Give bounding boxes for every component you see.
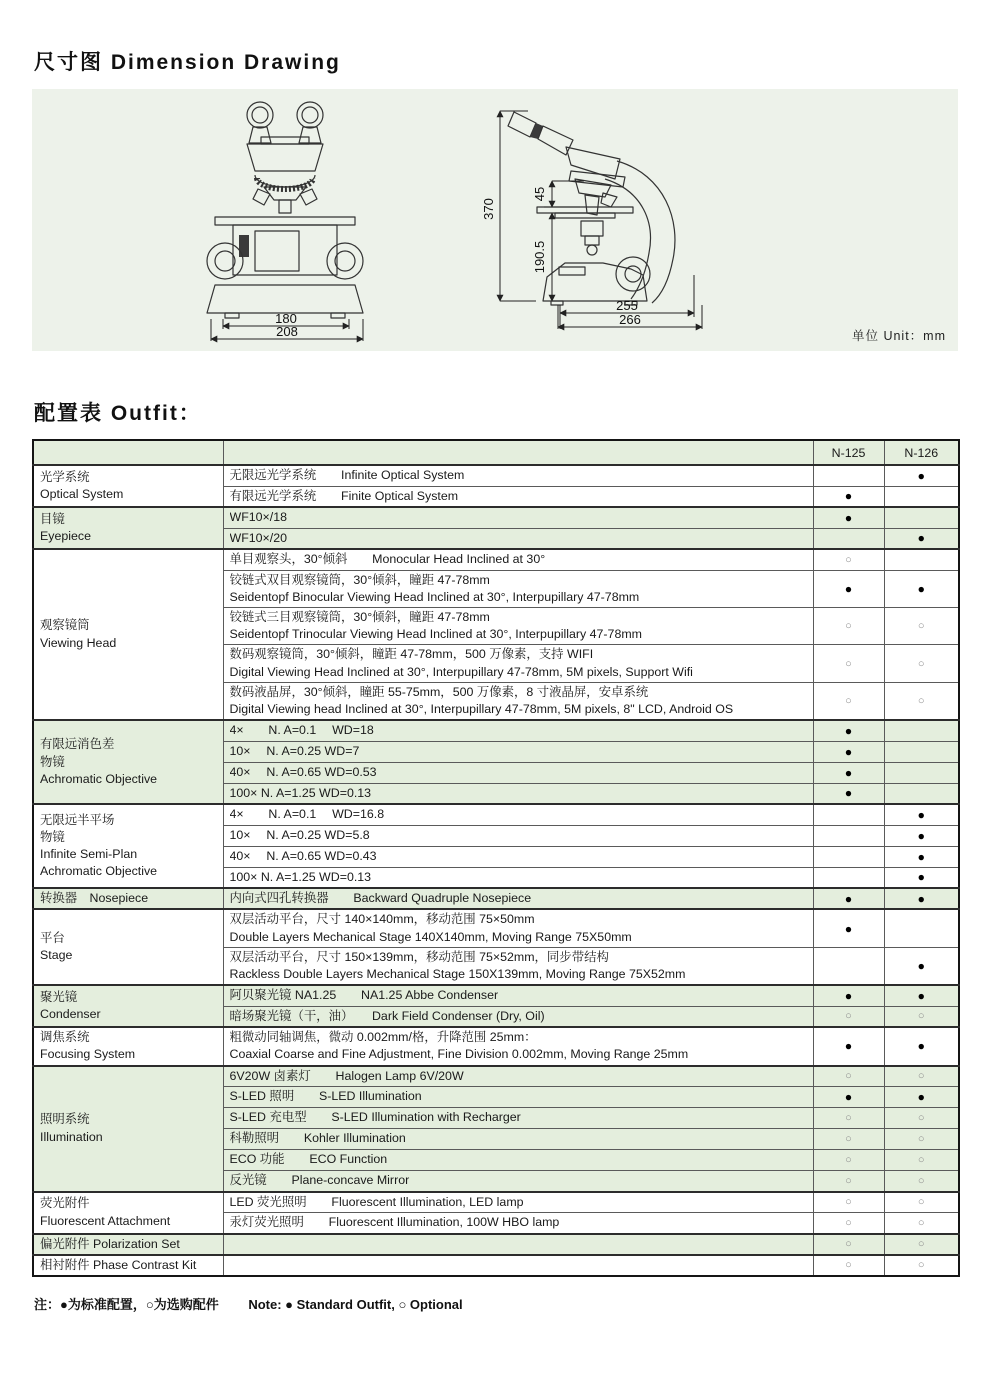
outfit-mark: ○ [884, 1255, 959, 1276]
table-row [33, 465, 959, 486]
outfit-mark: ○ [884, 1129, 959, 1150]
outfit-mark: ● [813, 909, 884, 947]
spec-cell: S-LED 照明 S-LED Illumination [223, 1087, 813, 1108]
category-cell: 照明系统 Illumination [33, 1066, 223, 1192]
outfit-mark: ● [884, 846, 959, 867]
dim-side-depth-inner: 255 [616, 298, 638, 313]
outfit-mark: ● [813, 888, 884, 909]
table-row [33, 985, 959, 1006]
dim-side-height-total: 370 [481, 198, 496, 220]
outfit-mark: ● [813, 1087, 884, 1108]
outfit-mark: ○ [813, 1234, 884, 1255]
outfit-mark [813, 804, 884, 825]
table-row [33, 507, 959, 528]
outfit-mark [813, 867, 884, 888]
spec-cell: 粗微动同轴调焦，微动 0.002mm/格，升降范围 25mm： Coaxial Coarse and Fine Adjustment, Fine Division 0.002mm, Moving Range 25mm [223, 1027, 813, 1065]
table-row [33, 1234, 959, 1255]
outfit-mark: ● [884, 570, 959, 607]
outfit-mark [813, 528, 884, 549]
outfit-mark [884, 741, 959, 762]
outfit-mark [884, 909, 959, 947]
outfit-mark: ○ [884, 1108, 959, 1129]
outfit-mark: ● [884, 867, 959, 888]
legend-note-en: Note: ● Standard Outfit, ○ Optional [248, 1296, 463, 1312]
table-row [33, 804, 959, 825]
outfit-mark: ● [884, 985, 959, 1006]
spec-cell [223, 1234, 813, 1255]
outfit-mark: ● [813, 570, 884, 607]
unit-note: 单位 Unit：mm [851, 329, 946, 343]
outfit-mark: ○ [813, 1255, 884, 1276]
spec-cell: 单目观察头，30°倾斜 Monocular Head Inclined at 30° [223, 549, 813, 570]
spec-cell: 双层活动平台，尺寸 150×139mm，移动范围 75×52mm，同步带结构 Rackless Double Layers Mechanical Stage 150X139mm, Moving Range 75X52mm [223, 947, 813, 985]
dimension-drawing-panel [32, 89, 958, 351]
outfit-mark: ○ [884, 1006, 959, 1027]
side-view-drawing [481, 97, 744, 345]
outfit-mark: ● [884, 804, 959, 825]
outfit-mark [884, 720, 959, 741]
outfit-mark: ○ [884, 1150, 959, 1171]
outfit-mark: ○ [813, 1171, 884, 1192]
outfit-mark: ○ [813, 1192, 884, 1213]
spec-cell: 数码液晶屏，30°倾斜，瞳距 55-75mm，500 万像素，8 寸液晶屏，安卓系统 Digital Viewing head Inclined at 30°, Interpupillary 47-78mm, 5M pixels, 8" LCD, Android OS [223, 682, 813, 720]
outfit-mark: ● [813, 985, 884, 1006]
spec-cell: 10× N. A=0.25 WD=5.8 [223, 825, 813, 846]
outfit-mark: ● [813, 720, 884, 741]
outfit-mark [884, 762, 959, 783]
dim-front-width-inner: 180 [275, 311, 297, 326]
table-row [33, 720, 959, 741]
category-cell: 相衬附件 Phase Contrast Kit [33, 1255, 223, 1276]
spec-cell: 4× N. A=0.1 WD=16.8 [223, 804, 813, 825]
outfit-mark: ● [884, 825, 959, 846]
outfit-mark: ○ [884, 607, 959, 644]
outfit-mark: ● [884, 888, 959, 909]
legend-note [34, 1294, 958, 1313]
spec-cell: S-LED 充电型 S-LED Illumination with Recharger [223, 1108, 813, 1129]
outfit-table [32, 439, 960, 1277]
outfit-mark: ● [813, 741, 884, 762]
outfit-mark: ○ [884, 1171, 959, 1192]
outfit-mark: ● [813, 1027, 884, 1065]
dim-side-head-stage: 45 [532, 186, 547, 202]
spec-cell: 科勒照明 Kohler Illumination [223, 1129, 813, 1150]
outfit-mark: ● [884, 528, 959, 549]
table-header-row [33, 440, 959, 465]
outfit-mark [813, 465, 884, 486]
table-row [33, 1027, 959, 1065]
table-row [33, 888, 959, 909]
spec-cell: 铰链式双目观察镜筒，30°倾斜，瞳距 47-78mm Seidentopf Binocular Viewing Head Inclined at 30°, Interpupillary 47-78mm [223, 570, 813, 607]
outfit-mark: ● [884, 465, 959, 486]
spec-cell: WF10×/20 [223, 528, 813, 549]
spec-cell: LED 荧光照明 Fluorescent Illumination, LED lamp [223, 1192, 813, 1213]
spec-cell: 内向式四孔转换器 Backward Quadruple Nosepiece [223, 888, 813, 909]
category-cell: 平台 Stage [33, 909, 223, 985]
spec-cell: 双层活动平台，尺寸 140×140mm，移动范围 75×50mm Double Layers Mechanical Stage 140X140mm, Moving Range 75X50mm [223, 909, 813, 947]
dim-side-stage-base: 190.5 [532, 240, 547, 274]
category-cell: 转换器 Nosepiece [33, 888, 223, 909]
outfit-mark [884, 507, 959, 528]
page [0, 46, 990, 1313]
table-row [33, 1255, 959, 1276]
category-cell: 目镜 Eyepiece [33, 507, 223, 549]
outfit-mark [813, 825, 884, 846]
outfit-mark: ○ [813, 549, 884, 570]
spec-cell: 100× N. A=1.25 WD=0.13 [223, 783, 813, 804]
category-cell: 荧光附件 Fluorescent Attachment [33, 1192, 223, 1234]
spec-cell: 6V20W 卤素灯 Halogen Lamp 6V/20W [223, 1066, 813, 1087]
category-cell: 聚光镜 Condenser [33, 985, 223, 1027]
spec-cell: 无限远光学系统 Infinite Optical System [223, 465, 813, 486]
outfit-mark: ● [813, 486, 884, 507]
category-cell: 无限远半平场 物镜 Infinite Semi-Plan Achromatic Objective [33, 804, 223, 888]
header-model-n125: N-125 [813, 440, 884, 465]
spec-cell: 100× N. A=1.25 WD=0.13 [223, 867, 813, 888]
outfit-mark: ● [884, 1087, 959, 1108]
category-cell: 观察镜筒 Viewing Head [33, 549, 223, 720]
category-cell: 有限远消色差 物镜 Achromatic Objective [33, 720, 223, 804]
table-row [33, 549, 959, 570]
spec-cell: 汞灯荧光照明 Fluorescent Illumination, 100W HBO lamp [223, 1213, 813, 1234]
spec-cell [223, 1255, 813, 1276]
dimension-drawing-title: 尺寸图 Dimension Drawing [34, 51, 341, 74]
table-row [33, 909, 959, 947]
category-cell: 调焦系统 Focusing System [33, 1027, 223, 1065]
spec-cell: 反光镜 Plane-concave Mirror [223, 1171, 813, 1192]
header-spec-cell [223, 440, 813, 465]
outfit-mark: ○ [884, 645, 959, 682]
outfit-mark: ○ [884, 1066, 959, 1087]
outfit-mark [884, 549, 959, 570]
outfit-mark: ○ [813, 607, 884, 644]
table-row [33, 1066, 959, 1087]
outfit-mark: ○ [813, 1006, 884, 1027]
spec-cell: 40× N. A=0.65 WD=0.53 [223, 762, 813, 783]
outfit-mark: ● [813, 762, 884, 783]
outfit-mark: ○ [884, 682, 959, 720]
dim-side-depth-outer: 266 [619, 312, 641, 327]
outfit-mark: ○ [813, 645, 884, 682]
legend-note-zh: 注：●为标准配置，○为选购配件 [34, 1296, 219, 1312]
outfit-mark: ○ [813, 1066, 884, 1087]
header-category-cell [33, 440, 223, 465]
outfit-mark: ● [884, 947, 959, 985]
spec-cell: ECO 功能 ECO Function [223, 1150, 813, 1171]
outfit-mark [813, 947, 884, 985]
spec-cell: 铰链式三目观察镜筒，30°倾斜，瞳距 47-78mm Seidentopf Trinocular Viewing Head Inclined at 30°, Interpupillary 47-78mm [223, 607, 813, 644]
outfit-mark: ○ [884, 1213, 959, 1234]
spec-cell: 数码观察镜筒，30°倾斜，瞳距 47-78mm，500 万像素，支持 WIFI Digital Viewing Head Inclined at 30°, Interpupillary 47-78mm, 5M pixels, Support Wifi [223, 645, 813, 682]
spec-cell: 阿贝聚光镜 NA1.25 NA1.25 Abbe Condenser [223, 985, 813, 1006]
outfit-title: 配置表 Outfit： [34, 402, 202, 425]
dim-front-width-outer: 208 [276, 324, 298, 339]
spec-cell: WF10×/18 [223, 507, 813, 528]
outfit-mark: ○ [813, 1108, 884, 1129]
spec-cell: 10× N. A=0.25 WD=7 [223, 741, 813, 762]
category-cell: 光学系统 Optical System [33, 465, 223, 507]
spec-cell: 暗场聚光镜（干，油） Dark Field Condenser (Dry, Oil) [223, 1006, 813, 1027]
header-model-n126: N-126 [884, 440, 959, 465]
outfit-mark [813, 846, 884, 867]
outfit-mark: ● [884, 1027, 959, 1065]
outfit-mark: ○ [813, 1213, 884, 1234]
outfit-mark: ○ [884, 1192, 959, 1213]
outfit-mark: ○ [813, 1150, 884, 1171]
outfit-mark [884, 783, 959, 804]
spec-cell: 4× N. A=0.1 WD=18 [223, 720, 813, 741]
outfit-mark: ○ [884, 1234, 959, 1255]
category-cell: 偏光附件 Polarization Set [33, 1234, 223, 1255]
outfit-mark: ● [813, 783, 884, 804]
front-view-drawing [202, 99, 374, 345]
outfit-mark: ○ [813, 1129, 884, 1150]
outfit-mark: ● [813, 507, 884, 528]
spec-cell: 有限远光学系统 Finite Optical System [223, 486, 813, 507]
outfit-mark [884, 486, 959, 507]
outfit-mark: ○ [813, 682, 884, 720]
table-row [33, 1192, 959, 1213]
spec-cell: 40× N. A=0.65 WD=0.43 [223, 846, 813, 867]
